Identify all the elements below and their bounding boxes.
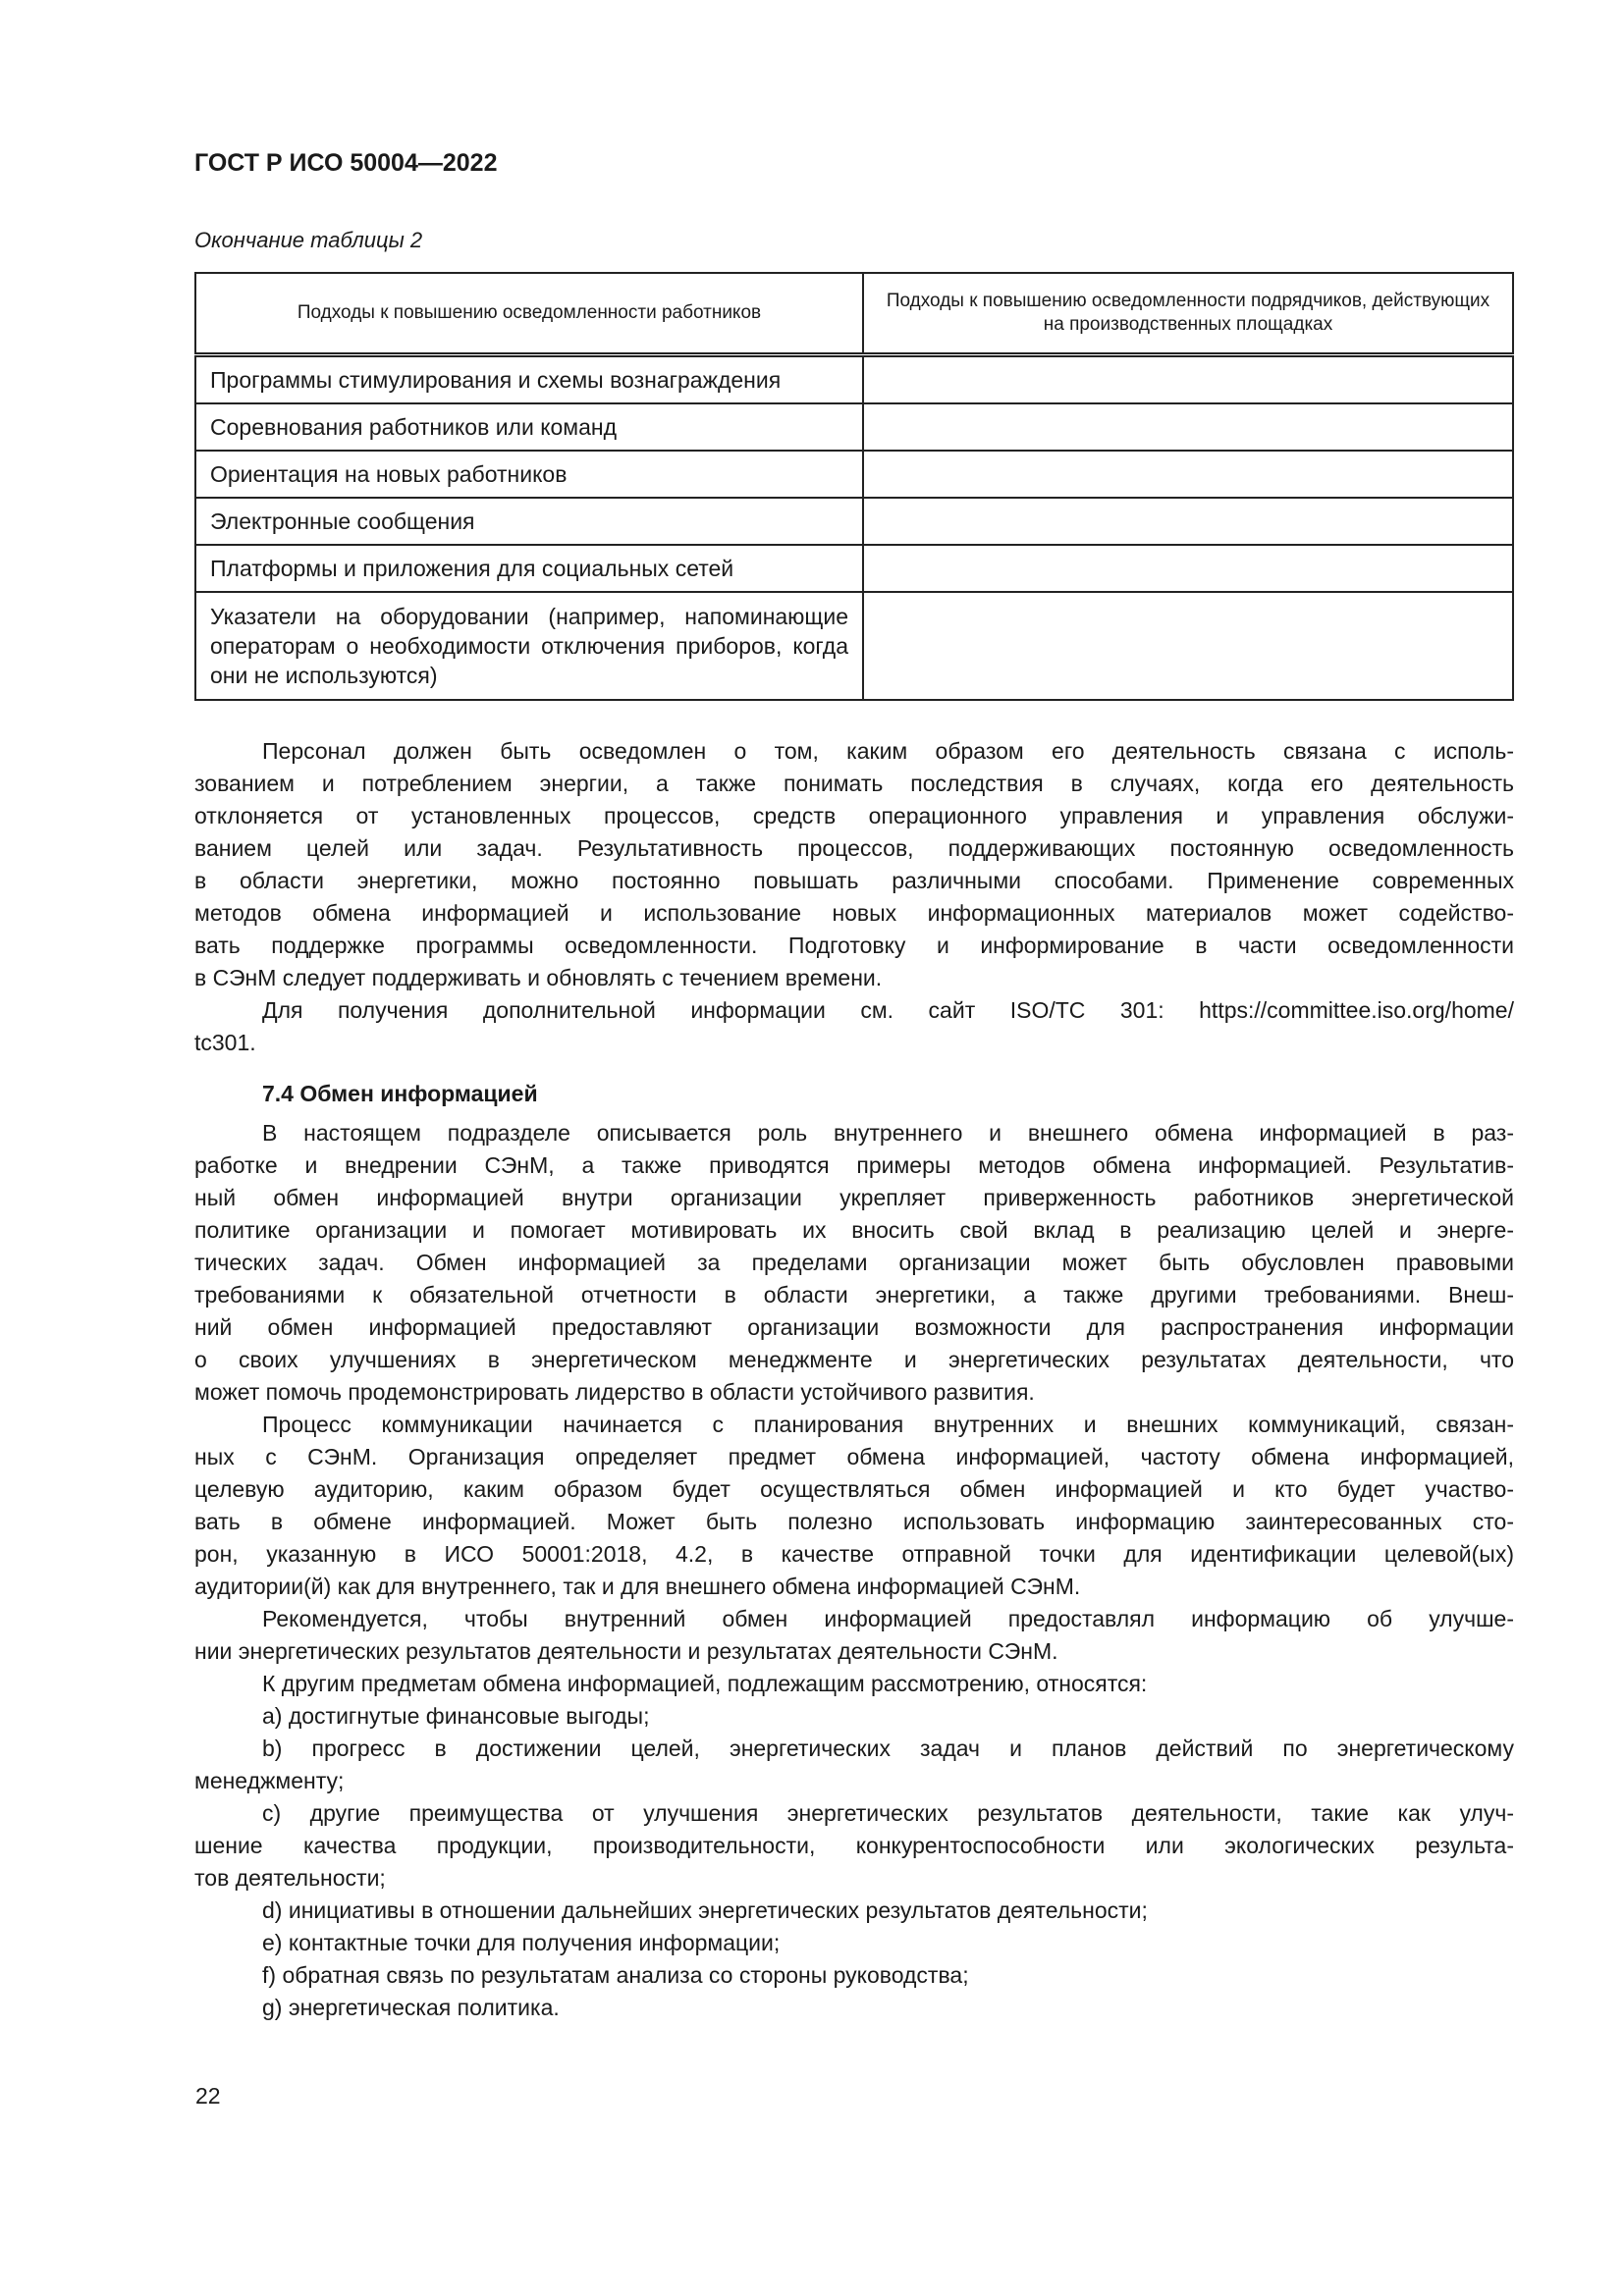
text-line: целевую аудиторию, каким образом будет осуществляться обмен информацией и кто будет участво- <box>194 1476 1514 1502</box>
section-heading: 7.4 Обмен информацией <box>262 1081 538 1106</box>
table-cell-empty <box>863 545 1513 592</box>
column-header-employees: Подходы к повышению осведомленности работников <box>195 273 863 355</box>
text-line: в области энергетики, можно постоянно повышать различными способами. Применение современных <box>194 868 1514 893</box>
text-line: тов деятельности; <box>194 1865 386 1891</box>
table-cell: Программы стимулирования и схемы вознаграждения <box>195 355 863 404</box>
text-line: Персонал должен быть осведомлен о том, каким образом его деятельность связана с исполь- <box>262 738 1514 764</box>
text-line: e) контактные точки для получения информации; <box>262 1930 781 1955</box>
text-line: ный обмен информацией внутри организации укрепляет приверженность работников энергетической <box>194 1185 1514 1210</box>
text-line: о своих улучшениях в энергетическом менеджменте и энергетических результатах деятельности, что <box>194 1347 1514 1372</box>
text-line: b) прогресс в достижении целей, энергетических задач и планов действий по энергетическому <box>262 1735 1514 1761</box>
text-line: Рекомендуется, чтобы внутренний обмен информацией предоставлял информацию об улучше- <box>262 1606 1514 1631</box>
paragraph <box>194 1797 1514 1895</box>
table-cell: Указатели на оборудовании (например, напоминающие операторам о необходимости отключения приборов, когда они не используются) <box>195 592 863 700</box>
table-row <box>195 403 1513 451</box>
text-line: Процесс коммуникации начинается с планирования внутренних и внешних коммуникаций, связан- <box>262 1412 1514 1437</box>
text-line: отклоняется от установленных процессов, средств операционного управления и управления обслужи- <box>194 803 1514 828</box>
text-line: рон, указанную в ИСО 50001:2018, 4.2, в качестве отправной точки для идентификации целевой(ых) <box>194 1541 1514 1567</box>
text-line: f) обратная связь по результатам анализа со стороны руководства; <box>262 1962 969 1988</box>
table-row <box>195 355 1513 404</box>
text-line: в СЭнМ следует поддерживать и обновлять с течением времени. <box>194 965 883 990</box>
text-line: аудитории(й) как для внутреннего, так и для внешнего обмена информацией СЭнМ. <box>194 1574 1081 1599</box>
text-line: может помочь продемонстрировать лидерство в области устойчивого развития. <box>194 1379 1035 1405</box>
table-cell-empty <box>863 498 1513 545</box>
text-line: d) инициативы в отношении дальнейших энергетических результатов деятельности; <box>262 1897 1148 1923</box>
table-cell: Электронные сообщения <box>195 498 863 545</box>
table-cell-empty <box>863 355 1513 404</box>
text-line: вать в обмене информацией. Может быть полезно использовать информацию заинтересованных сто- <box>194 1509 1514 1534</box>
text-line: К другим предметам обмена информацией, подлежащим рассмотрению, относятся: <box>262 1671 1148 1696</box>
table-caption: Окончание таблицы 2 <box>194 228 423 252</box>
paragraph <box>194 1733 1514 1797</box>
paragraph <box>194 1668 1514 1700</box>
table-row <box>195 592 1513 700</box>
paragraph <box>194 1959 1514 1992</box>
paragraph <box>194 1700 1514 1733</box>
text-line: тических задач. Обмен информацией за пределами организации может быть обусловлен правовыми <box>194 1250 1514 1275</box>
table-row <box>195 451 1513 498</box>
table-cell-empty <box>863 592 1513 700</box>
text-line: менеджменту; <box>194 1768 345 1793</box>
table-row <box>195 498 1513 545</box>
paragraph <box>194 1895 1514 1927</box>
text-line: зованием и потреблением энергии, а также понимать последствия в случаях, когда его деятельность <box>194 771 1514 796</box>
table-cell-empty <box>863 451 1513 498</box>
document-id-header: ГОСТ Р ИСО 50004—2022 <box>194 149 498 177</box>
paragraph <box>194 735 1514 994</box>
text-line: tc301. <box>194 1030 256 1055</box>
table-header-row <box>195 273 1513 355</box>
table-row <box>195 545 1513 592</box>
text-line: c) другие преимущества от улучшения энергетических результатов деятельности, такие как улуч- <box>262 1800 1514 1826</box>
text-line: ванием целей или задач. Результативность процессов, поддерживающих постоянную осведомленность <box>194 835 1514 861</box>
table-cell: Ориентация на новых работников <box>195 451 863 498</box>
paragraph <box>194 1409 1514 1603</box>
text-line: методов обмена информацией и использование новых информационных материалов может содейство- <box>194 900 1514 926</box>
awareness-approaches-table <box>194 272 1514 701</box>
text-line: ных с СЭнМ. Организация определяет предмет обмена информацией, частоту обмена информацией, <box>194 1444 1514 1469</box>
text-line: ний обмен информацией предоставляют организации возможности для распространения информации <box>194 1314 1514 1340</box>
text-line: Для получения дополнительной информации см. сайт ISO/TC 301: https://committee.iso.org/home/ <box>262 997 1514 1023</box>
page-number: 22 <box>195 2083 221 2109</box>
text-line: политике организации и помогает мотивировать их вносить свой вклад в реализацию целей и энерге- <box>194 1217 1514 1243</box>
paragraph <box>194 1927 1514 1959</box>
table-cell: Соревнования работников или команд <box>195 403 863 451</box>
text-line: g) энергетическая политика. <box>262 1995 560 2020</box>
body-text <box>194 735 1514 2024</box>
paragraph <box>194 994 1514 1059</box>
text-line: требованиями к обязательной отчетности в области энергетики, а также другими требованиями. Внеш- <box>194 1282 1514 1308</box>
text-line: шение качества продукции, производительности, конкурентоспособности или экологических результа- <box>194 1833 1514 1858</box>
table-cell: Платформы и приложения для социальных сетей <box>195 545 863 592</box>
paragraph <box>194 1603 1514 1668</box>
paragraph <box>194 1117 1514 1409</box>
paragraph <box>194 1992 1514 2024</box>
text-line: нии энергетических результатов деятельности и результатах деятельности СЭнМ. <box>194 1638 1058 1664</box>
column-header-contractors: Подходы к повышению осведомленности подрядчиков, действующих на производственных площадках <box>863 273 1513 355</box>
text-line: a) достигнутые финансовые выгоды; <box>262 1703 650 1729</box>
text-line: вать поддержке программы осведомленности. Подготовку и информирование в части осведомленности <box>194 933 1514 958</box>
text-line: работке и внедрении СЭнМ, а также приводятся примеры методов обмена информацией. Результатив- <box>194 1152 1514 1178</box>
text-line: В настоящем подразделе описывается роль внутреннего и внешнего обмена информацией в раз- <box>262 1120 1514 1146</box>
table-cell-empty <box>863 403 1513 451</box>
